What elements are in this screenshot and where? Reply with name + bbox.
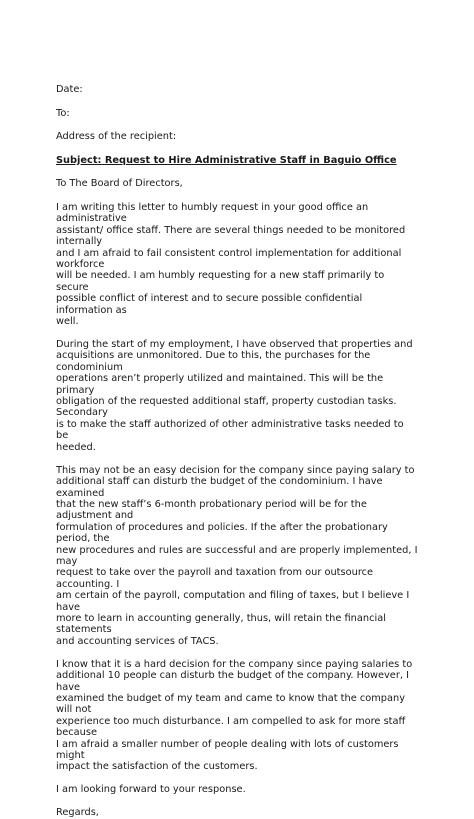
recipient-address-label: Address of the recipient: bbox=[56, 131, 177, 143]
paragraph-observations: During the start of my employment, I have observed that properties and acquisitions are unmonitored. Due to this, the purchases for the condominium operations aren’t properly utilized and maintained. This will be the primary obligation of the requested additional staff, property custodian tasks. Secondary is to make the staff authorized of other administrative tasks needed to be heeded. bbox=[56, 339, 413, 453]
paragraph-request: I am writing this letter to humbly request in your good office an administrative assistant/ office staff. There are several things needed to be monitored internally and I am afraid to fail consistent control implementation for additional workforce will be needed. I am humbly requesting for a new staff primarily to secure possible conflict of interest and to secure possible confidential information as well. bbox=[56, 201, 406, 328]
salutation: To The Board of Directors, bbox=[56, 178, 183, 190]
closing-line: I am looking forward to your response. bbox=[56, 784, 246, 796]
sign-off: Regards, bbox=[56, 807, 99, 819]
letter-body bbox=[56, 84, 418, 819]
date-label: Date: bbox=[56, 84, 83, 95]
paragraph-budget-probation: This may not be an easy decision for the company since paying salary to additional staff can disturb the budget of the condominium. I have examined that the new staff’s 6-month probationary period will be for the adjustment and formulation of procedures and policies. If the after the probationary period, the new procedures and rules are successful and are properly implemented, I may request to take over the payroll and taxation from our outsource accounting. I am certain of the payroll, computation and filing of taxes, but I believe I have more to learn in accounting generally, thus, will retain the financial statements and accounting services of TACS. bbox=[56, 464, 418, 647]
paragraph-justification: I know that it is a hard decision for the company since paying salaries to additional 10 people can disturb the budget of the company. However, I have examined the budget of my team and came to know that the company will not experience too much disturbance. I am compelled to ask for more staff because I am afraid a smaller number of people dealing with lots of customers might impact the satisfaction of the customers. bbox=[56, 658, 413, 773]
subject-line: Subject: Request to Hire Administrative Staff in Baguio Office bbox=[56, 154, 397, 166]
to-label: To: bbox=[56, 107, 70, 119]
